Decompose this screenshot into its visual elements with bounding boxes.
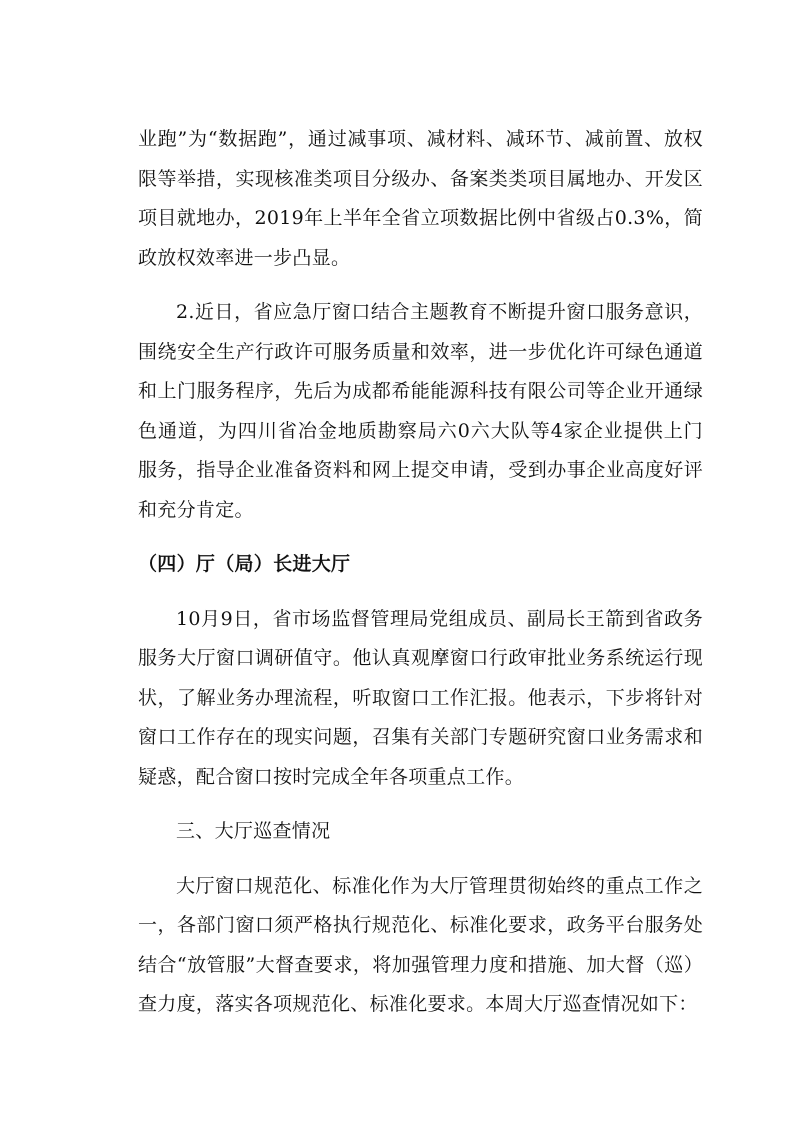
paragraph-continuation: 业跑”为“数据跑”，通过减事项、减材料、减环节、减前置、放权限等举措，实现核准类项目分级办、备案类类项目属地办、开发区项目就地办，2019年上半年全省立项数据比例中省级占0.3%，简政放权效率进一步凸显。 (138, 128, 703, 269)
subheading-director-visit: （四）厅（局）长进大厅 (138, 553, 351, 575)
section-heading-inspection: 三、大厅巡查情况 (176, 820, 331, 842)
paragraph-director-visit: 10月9日，省市场监督管理局党组成员、副局长王箭到省政务服务大厅窗口调研值守。他认真观摩窗口行政审批业务系统运行现状，了解业务办理流程，听取窗口工作汇报。他表示，下步将针对窗口工作存在的现实问题，召集有关部门专题研究窗口业务需求和疑惑，配合窗口按时完成全年各项重点工作。 (138, 607, 703, 788)
paragraph-inspection: 大厅窗口规范化、标准化作为大厅管理贯彻始终的重点工作之一，各部门窗口须严格执行规范化、标准化要求，政务平台服务处结合“放管服”大督查要求，将加强管理力度和措施、加大督（巡）查力度，落实各项规范化、标准化要求。本周大厅巡查情况如下： (138, 874, 703, 1015)
document-body (138, 120, 703, 1040)
paragraph-item-2: 2.近日，省应急厅窗口结合主题教育不断提升窗口服务意识，围绕安全生产行政许可服务质量和效率，进一步优化许可绿色通道和上门服务程序，先后为成都希能能源科技有限公司等企业开通绿色通道，为四川省冶金地质勘察局六0六大队等4家企业提供上门服务，指导企业准备资料和网上提交申请，受到办事企业高度好评和充分肯定。 (138, 301, 703, 521)
